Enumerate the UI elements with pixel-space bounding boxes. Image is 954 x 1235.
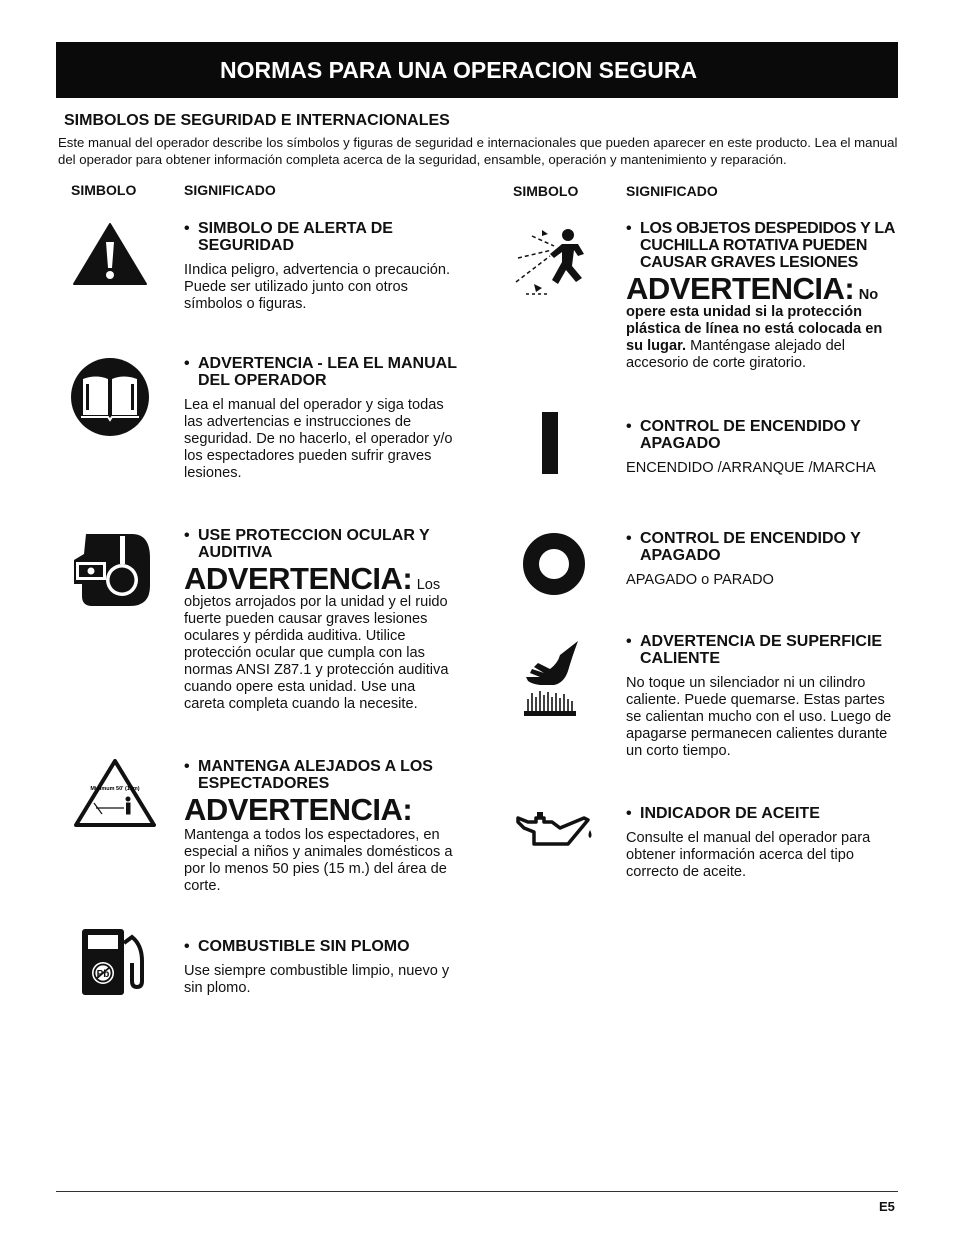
left-item-safety-alert: • SIMBOLO DE ALERTA DE SEGURIDAD IIndica peligro, advertencia o precaución. Puede ser utilizado junto con otros símbolos o figuras. [184, 220, 459, 313]
item-description: ENCENDIDO /ARRANQUE /MARCHA [626, 460, 876, 476]
item-title: ADVERTENCIA - LEA EL MANUAL DEL OPERADOR [198, 355, 457, 389]
hot-surface-icon [520, 637, 582, 717]
eye-ear-protection-icon [70, 528, 152, 608]
unleaded-fuel-icon [80, 927, 150, 997]
warning-lead: Los [416, 577, 441, 593]
item-description: Lea el manual del operador y siga todas las advertencias e instrucciones de seguridad. De no hacerlo, el operador y/o los espectadores pueden sufrir graves lesiones. [184, 397, 453, 481]
warning-lead: No [858, 287, 879, 303]
right-item-thrown-objects: • LOS OBJETOS DESPEDIDOS Y LA CUCHILLA ROTATIVA PUEDEN CAUSAR GRAVES LESIONES ADVERTENCIA: No opere esta unidad si la protección plástica de línea no está colocada en su lugar. Manténgase alejado del accesorio de corte giratorio. [626, 220, 901, 372]
item-title: LOS OBJETOS DESPEDIDOS Y LA CUCHILLA ROTATIVA PUEDEN CAUSAR GRAVES LESIONES [640, 220, 895, 271]
warning-label: ADVERTENCIA: [184, 792, 413, 827]
on-switch-icon [540, 412, 560, 474]
bystander-icon-label: Minimum 50' (15m) [90, 786, 140, 792]
left-meaning-header: SIGNIFICADO [184, 182, 276, 198]
right-item-on-control: • CONTROL DE ENCENDIDO Y APAGADO ENCENDIDO /ARRANQUE /MARCHA [626, 418, 901, 477]
page-number: E5 [879, 1199, 895, 1214]
section-banner [56, 42, 898, 98]
item-description: APAGADO o PARADO [626, 572, 774, 588]
item-description: No toque un silenciador ni un cilindro caliente. Puede quemarse. Estas partes se calientan mucho con el uso. Luego de apagarse permanecen calientes durante un corto tiempo. [626, 675, 892, 759]
right-meaning-header: SIGNIFICADO [626, 183, 718, 199]
item-description: Use siempre combustible limpio, nuevo y sin plomo. [184, 963, 450, 996]
right-symbol-header: SIMBOLO [513, 183, 579, 199]
item-title: CONTROL DE ENCENDIDO Y APAGADO [640, 418, 861, 452]
item-title: COMBUSTIBLE SIN PLOMO [198, 938, 410, 955]
item-description: IIndica peligro, advertencia o precaución. Puede ser utilizado junto con otros símbolos o figuras. [184, 262, 451, 312]
section-title: SIMBOLOS DE SEGURIDAD E INTERNACIONALES [64, 112, 450, 129]
banner-title: NORMAS PARA UNA OPERACION SEGURA [220, 56, 698, 83]
left-item-bystanders: • MANTENGA ALEJADOS A LOS ESPECTADORES ADVERTENCIA: Mantenga a todos los espectadores, en especial a niños y animales domésticos a por lo menos 50 pies (15 m.) del área de corte. [184, 758, 459, 895]
off-switch-icon [522, 532, 586, 596]
item-description: Consulte el manual del operador para obtener información acerca del tipo correcto de aceite. [626, 830, 871, 880]
left-item-read-manual: • ADVERTENCIA - LEA EL MANUAL DEL OPERADOR Lea el manual del operador y siga todas las advertencias e instrucciones de seguridad. De no hacerlo, el operador y/o los espectadores pueden sufrir graves lesiones. [184, 355, 459, 482]
thrown-objects-icon [512, 222, 594, 302]
safety-alert-icon [72, 222, 148, 286]
warning-label: ADVERTENCIA: [626, 271, 855, 306]
item-description: Manténgase alejado del accesorio de corte giratorio. [626, 338, 846, 371]
right-item-off-control: • CONTROL DE ENCENDIDO Y APAGADO APAGADO o PARADO [626, 530, 901, 589]
bystander-distance-icon [74, 759, 156, 827]
intro-paragraph: Este manual del operador describe los símbolos y figuras de seguridad e internacionales que pueden aparecer en este producto. Lea el manual del operador para obtener información completa acerca de la seguridad, ensamble, operación y mantenimiento y reparación. [58, 135, 898, 167]
item-title: MANTENGA ALEJADOS A LOS ESPECTADORES [198, 758, 433, 792]
item-title: SIMBOLO DE ALERTA DE SEGURIDAD [198, 220, 393, 254]
footer-divider [56, 1191, 898, 1192]
left-item-eye-ear-protection: • USE PROTECCION OCULAR Y AUDITIVA ADVERTENCIA: Los objetos arrojados por la unidad y el ruido fuerte pueden causar graves lesiones oculares y pérdida auditiva. Utilice protección ocular que cumpla con las normas ANSI Z87.1 y protección auditiva cuando opere esta unidad. Use una careta completa cuando la necesite. [184, 527, 459, 713]
item-title: INDICADOR DE ACEITE [640, 805, 820, 822]
item-description: objetos arrojados por la unidad y el ruido fuerte pueden causar graves lesiones oculares y pérdida auditiva. Utilice protección ocular que cumpla con las normas ANSI Z87.1 y protección auditiva cuando opere esta unidad. Use una careta completa cuando la necesite. [184, 594, 449, 712]
left-symbol-header: SIMBOLO [71, 182, 137, 198]
left-item-unleaded-fuel: • COMBUSTIBLE SIN PLOMO Use siempre combustible limpio, nuevo y sin plomo. [184, 938, 459, 997]
warning-bold-text: opere esta unidad si la protección plástica de línea no está colocada en su lugar. [626, 304, 883, 354]
item-description: Mantenga a todos los espectadores, en especial a niños y animales domésticos a por lo menos 50 pies (15 m.) del área de corte. [184, 827, 453, 894]
oil-indicator-icon [514, 808, 596, 850]
right-item-hot-surface: • ADVERTENCIA DE SUPERFICIE CALIENTE No toque un silenciador ni un cilindro caliente. Puede quemarse. Estas partes se calientan mucho con el uso. Luego de apagarse permanecen calientes durante un corto tiempo. [626, 633, 901, 760]
warning-label: ADVERTENCIA: [184, 561, 413, 596]
right-item-oil-indicator: • INDICADOR DE ACEITE Consulte el manual del operador para obtener información acerca del tipo correcto de aceite. [626, 805, 901, 881]
read-manual-icon [70, 357, 150, 437]
svg-text:Pb: Pb [96, 969, 110, 980]
item-title: ADVERTENCIA DE SUPERFICIE CALIENTE [640, 633, 883, 667]
item-title: CONTROL DE ENCENDIDO Y APAGADO [640, 530, 861, 564]
item-title: USE PROTECCION OCULAR Y AUDITIVA [198, 527, 430, 561]
